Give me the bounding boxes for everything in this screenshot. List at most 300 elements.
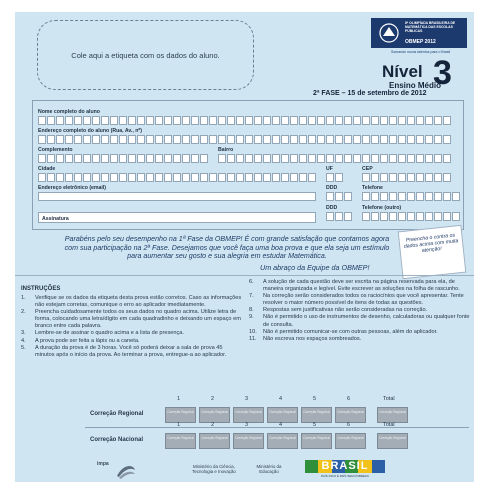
char-box[interactable]	[281, 135, 289, 144]
grade-box-label: Correção Regional	[269, 436, 296, 440]
char-box[interactable]	[281, 154, 289, 163]
char-box[interactable]	[200, 135, 208, 144]
char-box[interactable]	[371, 192, 379, 201]
char-box[interactable]	[254, 135, 262, 144]
char-box[interactable]	[434, 173, 442, 182]
char-box[interactable]	[245, 116, 253, 125]
char-box[interactable]	[335, 154, 343, 163]
char-box[interactable]	[434, 135, 442, 144]
instruction-text: Preencha cuidadosamente todos os seus dados no quadro acima. Utilize letra de forma, colocando uma letra/dígito em cada quadradinho e deixando um espaço em branco entre cada palavra.	[35, 309, 241, 330]
char-box[interactable]	[452, 212, 460, 221]
char-box[interactable]	[416, 135, 424, 144]
char-box[interactable]	[425, 116, 433, 125]
char-box[interactable]	[137, 135, 145, 144]
grade-column-header: 5	[313, 396, 317, 402]
char-box[interactable]	[344, 154, 352, 163]
char-box[interactable]	[371, 212, 379, 221]
char-box[interactable]	[326, 135, 334, 144]
char-box[interactable]	[398, 116, 406, 125]
char-box[interactable]	[191, 154, 199, 163]
char-box[interactable]	[452, 192, 460, 201]
uf-boxes[interactable]	[326, 173, 343, 182]
instruction-number: 9.	[249, 314, 254, 321]
grade-box	[301, 407, 332, 423]
grade-box	[301, 433, 332, 449]
char-box[interactable]	[326, 173, 334, 182]
char-box[interactable]	[263, 154, 271, 163]
char-box[interactable]	[407, 154, 415, 163]
grade-box	[377, 433, 408, 449]
instruction-number: 4.	[21, 337, 26, 344]
instruction-text: Não é permitido o uso de instrumentos de desenho, calculadoras ou qualquer fonte de consulta.	[263, 314, 470, 328]
logo-title: 8ª OLIMPÍADA BRASILEIRA DE MATEMÁTICA DAS ESCOLAS PÚBLICAS	[405, 21, 456, 33]
char-box[interactable]	[326, 116, 334, 125]
label-telefone-outro: Telefone (outro)	[362, 205, 402, 211]
char-box[interactable]	[146, 116, 154, 125]
char-box[interactable]	[326, 192, 334, 201]
grade-column-header: 3	[245, 422, 249, 428]
grade-box	[165, 433, 196, 449]
char-box[interactable]	[182, 173, 190, 182]
char-box[interactable]	[254, 116, 262, 125]
char-box[interactable]	[110, 154, 118, 163]
char-box[interactable]	[164, 135, 172, 144]
char-box[interactable]	[362, 116, 370, 125]
char-box[interactable]	[281, 173, 289, 182]
grade-box-label: Correção Regional	[337, 410, 364, 414]
char-box[interactable]	[263, 173, 271, 182]
instruction-item	[249, 336, 471, 343]
char-box[interactable]	[227, 116, 235, 125]
instruction-number: 6.	[249, 279, 254, 285]
char-box[interactable]	[380, 212, 388, 221]
sticker-instruction: Cole aqui a etiqueta com os dados do aluno.	[71, 50, 220, 60]
school-level: Ensino Médio	[389, 81, 441, 90]
char-box[interactable]	[335, 173, 343, 182]
char-box[interactable]	[191, 173, 199, 182]
char-box[interactable]	[380, 154, 388, 163]
char-box[interactable]	[389, 173, 397, 182]
char-box[interactable]	[398, 135, 406, 144]
char-box[interactable]	[74, 116, 82, 125]
char-box[interactable]	[110, 116, 118, 125]
char-box[interactable]	[38, 173, 46, 182]
grade-column-header: 2	[211, 396, 215, 402]
char-box[interactable]	[425, 135, 433, 144]
char-box[interactable]	[407, 192, 415, 201]
char-box[interactable]	[317, 116, 325, 125]
char-box[interactable]	[380, 116, 388, 125]
char-box[interactable]	[236, 154, 244, 163]
char-box[interactable]	[119, 135, 127, 144]
instruction-item	[21, 345, 243, 359]
char-box[interactable]	[425, 212, 433, 221]
char-box[interactable]	[173, 135, 181, 144]
char-box[interactable]	[65, 135, 73, 144]
instruction-item	[249, 279, 471, 293]
email-field[interactable]	[38, 192, 316, 201]
char-box[interactable]	[83, 173, 91, 182]
char-box[interactable]	[236, 135, 244, 144]
reminder-note-text: Preencha o contra os dados acima com muita atenção!	[403, 232, 459, 255]
logo-year: OBMEP 2012	[405, 39, 436, 45]
char-box[interactable]	[173, 173, 181, 182]
char-box[interactable]	[146, 154, 154, 163]
char-box[interactable]	[227, 154, 235, 163]
char-box[interactable]	[371, 154, 379, 163]
char-box[interactable]	[38, 116, 46, 125]
char-box[interactable]	[110, 135, 118, 144]
char-box[interactable]	[317, 135, 325, 144]
grade-box	[165, 407, 196, 423]
char-box[interactable]	[290, 173, 298, 182]
instruction-number: 7.	[249, 293, 254, 300]
char-box[interactable]	[353, 116, 361, 125]
char-box[interactable]	[56, 116, 64, 125]
instruction-item	[249, 293, 471, 307]
char-box[interactable]	[317, 154, 325, 163]
char-box[interactable]	[389, 192, 397, 201]
grade-box	[233, 407, 264, 423]
char-box[interactable]	[416, 173, 424, 182]
char-box[interactable]	[200, 116, 208, 125]
instruction-number: 5.	[21, 344, 26, 351]
brasil-logo	[305, 458, 385, 478]
grade-box-label: Correção Regional	[167, 436, 194, 440]
char-box[interactable]	[74, 154, 82, 163]
char-box[interactable]	[83, 135, 91, 144]
impa-label: impa	[97, 461, 109, 467]
ddd2-boxes[interactable]	[326, 212, 352, 221]
char-box[interactable]	[209, 116, 217, 125]
char-box[interactable]	[191, 116, 199, 125]
char-box[interactable]	[434, 192, 442, 201]
char-box[interactable]	[362, 135, 370, 144]
char-box[interactable]	[326, 212, 334, 221]
char-box[interactable]	[101, 135, 109, 144]
instruction-text: Lembre-se de assinar o quadro acima e a lista de presença.	[35, 330, 184, 337]
char-box[interactable]	[389, 135, 397, 144]
char-box[interactable]	[155, 173, 163, 182]
grade-box-label: Correção Regional	[379, 436, 406, 440]
char-box[interactable]	[128, 154, 136, 163]
char-box[interactable]	[272, 154, 280, 163]
char-box[interactable]	[83, 116, 91, 125]
grade-box-label: Correção Regional	[337, 436, 364, 440]
char-box[interactable]	[47, 135, 55, 144]
char-box[interactable]	[245, 135, 253, 144]
instruction-text: Não escreva nos espaços sombreados.	[263, 335, 362, 342]
char-box[interactable]	[299, 154, 307, 163]
char-box[interactable]	[425, 154, 433, 163]
instruction-number: 2.	[21, 309, 26, 316]
instruction-text: Respostas sem justificativas não serão consideradas na correção.	[263, 307, 428, 314]
char-box[interactable]	[209, 135, 217, 144]
char-box[interactable]	[128, 116, 136, 125]
char-box[interactable]	[299, 135, 307, 144]
char-box[interactable]	[92, 154, 100, 163]
grade-box-label: Correção Regional	[379, 410, 406, 414]
char-box[interactable]	[128, 135, 136, 144]
char-box[interactable]	[407, 116, 415, 125]
char-box[interactable]	[362, 212, 370, 221]
char-box[interactable]	[416, 192, 424, 201]
char-box[interactable]	[218, 116, 226, 125]
char-box[interactable]	[137, 116, 145, 125]
char-box[interactable]	[182, 154, 190, 163]
label-nome: Nome completo do aluno	[38, 109, 100, 115]
char-box[interactable]	[371, 135, 379, 144]
brasil-wordmark: BRASIL	[321, 460, 369, 472]
char-box[interactable]	[92, 116, 100, 125]
grade-box-label: Correção Regional	[235, 436, 262, 440]
char-box[interactable]	[398, 212, 406, 221]
char-box[interactable]	[389, 116, 397, 125]
grade-column-header: Total	[383, 422, 395, 428]
label-uf: UF	[326, 166, 333, 172]
char-box[interactable]	[155, 154, 163, 163]
char-box[interactable]	[344, 135, 352, 144]
char-box[interactable]	[263, 116, 271, 125]
char-box[interactable]	[389, 154, 397, 163]
char-box[interactable]	[200, 173, 208, 182]
char-box[interactable]	[218, 154, 226, 163]
char-box[interactable]	[101, 154, 109, 163]
grade-column-header: Total	[383, 396, 395, 402]
char-box[interactable]	[353, 135, 361, 144]
char-box[interactable]	[218, 135, 226, 144]
label-complemento: Complemento	[38, 147, 73, 153]
char-box[interactable]	[254, 154, 262, 163]
char-box[interactable]	[335, 135, 343, 144]
char-box[interactable]	[380, 173, 388, 182]
char-box[interactable]	[434, 154, 442, 163]
grade-box-label: Correção Regional	[303, 436, 330, 440]
team-signoff: Um abraço da Equipe da OBMEP!	[260, 263, 370, 272]
grade-column-header: 1	[177, 396, 181, 402]
char-box[interactable]	[299, 173, 307, 182]
char-box[interactable]	[407, 135, 415, 144]
grade-box	[233, 433, 264, 449]
char-box[interactable]	[290, 154, 298, 163]
char-box[interactable]	[299, 116, 307, 125]
char-box[interactable]	[218, 173, 226, 182]
char-box[interactable]	[371, 116, 379, 125]
char-box[interactable]	[173, 116, 181, 125]
char-box[interactable]	[308, 173, 316, 182]
cep-boxes[interactable]	[362, 173, 451, 182]
char-box[interactable]	[137, 154, 145, 163]
char-box[interactable]	[92, 135, 100, 144]
char-box[interactable]	[344, 192, 352, 201]
char-box[interactable]	[308, 116, 316, 125]
char-box[interactable]	[182, 116, 190, 125]
char-box[interactable]	[290, 116, 298, 125]
char-box[interactable]	[245, 154, 253, 163]
char-box[interactable]	[74, 135, 82, 144]
instruction-text: Na correção serão considerados todos os raciocínios que você apresentar. Tente resolver o maior número possível de itens de todas as questões.	[263, 293, 464, 307]
grade-box	[377, 407, 408, 423]
char-box[interactable]	[434, 212, 442, 221]
char-box[interactable]	[407, 173, 415, 182]
char-box[interactable]	[443, 192, 451, 201]
label-bairro: Bairro	[218, 147, 234, 153]
char-box[interactable]	[92, 173, 100, 182]
char-box[interactable]	[416, 116, 424, 125]
telefone-outro-boxes[interactable]	[362, 212, 460, 221]
char-box[interactable]	[182, 135, 190, 144]
char-box[interactable]	[362, 192, 370, 201]
instructions-right	[249, 279, 471, 343]
char-box[interactable]	[443, 135, 451, 144]
char-box[interactable]	[380, 192, 388, 201]
char-box[interactable]	[200, 154, 208, 163]
char-box[interactable]	[56, 135, 64, 144]
congratulations-message: Parabéns pelo seu desempenho na 1ª Fase da OBMEP! É com grande satisfação que contamos agora com sua participação na 2ª Fase. Desejamos que você faça uma boa prova e que ela seja um estímulo para aumentar seu gosto e sua alegria em estudar Matemática.	[64, 235, 390, 261]
char-box[interactable]	[173, 154, 181, 163]
cidade-boxes[interactable]	[38, 173, 316, 182]
char-box[interactable]	[443, 154, 451, 163]
obmep-logo	[371, 18, 467, 58]
char-box[interactable]	[353, 154, 361, 163]
ddd1-boxes[interactable]	[326, 192, 352, 201]
char-box[interactable]	[38, 135, 46, 144]
char-box[interactable]	[380, 135, 388, 144]
char-box[interactable]	[308, 154, 316, 163]
char-box[interactable]	[164, 116, 172, 125]
char-box[interactable]	[326, 154, 334, 163]
instructions-title: INSTRUÇÕES	[21, 286, 61, 292]
char-box[interactable]	[83, 154, 91, 163]
char-box[interactable]	[371, 173, 379, 182]
char-box[interactable]	[443, 116, 451, 125]
grade-box-label: Correção Regional	[167, 410, 194, 414]
telefone-boxes[interactable]	[362, 192, 460, 201]
char-box[interactable]	[146, 135, 154, 144]
footer-logos	[15, 458, 474, 482]
char-box[interactable]	[398, 173, 406, 182]
char-box[interactable]	[209, 173, 217, 182]
instructions-divider	[15, 275, 474, 276]
char-box[interactable]	[362, 154, 370, 163]
char-box[interactable]	[128, 173, 136, 182]
label-assinatura: Assinatura	[42, 216, 69, 222]
grade-box-label: Correção Regional	[303, 410, 330, 414]
instruction-item	[249, 329, 471, 336]
logo-tagline: Somando novos talentos para o Brasil	[391, 50, 451, 54]
char-box[interactable]	[344, 116, 352, 125]
char-box[interactable]	[407, 212, 415, 221]
char-box[interactable]	[245, 173, 253, 182]
char-box[interactable]	[164, 154, 172, 163]
char-box[interactable]	[47, 173, 55, 182]
char-box[interactable]	[65, 116, 73, 125]
grade-column-header: 2	[211, 422, 215, 428]
grade-column-header: 6	[347, 396, 351, 402]
char-box[interactable]	[137, 173, 145, 182]
char-box[interactable]	[272, 116, 280, 125]
grade-column-header: 1	[177, 422, 181, 428]
bairro-boxes[interactable]	[218, 154, 451, 163]
grade-box	[335, 433, 366, 449]
char-box[interactable]	[65, 154, 73, 163]
char-box[interactable]	[119, 173, 127, 182]
label-cep: CEP	[362, 166, 373, 172]
char-box[interactable]	[389, 212, 397, 221]
char-box[interactable]	[308, 135, 316, 144]
char-box[interactable]	[236, 116, 244, 125]
char-box[interactable]	[335, 212, 343, 221]
char-box[interactable]	[398, 154, 406, 163]
char-box[interactable]	[155, 116, 163, 125]
char-box[interactable]	[263, 135, 271, 144]
grade-column-header: 5	[313, 422, 317, 428]
char-box[interactable]	[236, 173, 244, 182]
char-box[interactable]	[443, 212, 451, 221]
char-box[interactable]	[362, 173, 370, 182]
char-box[interactable]	[281, 116, 289, 125]
answer-sheet	[15, 12, 474, 482]
char-box[interactable]	[425, 173, 433, 182]
char-box[interactable]	[155, 135, 163, 144]
instruction-item	[21, 295, 243, 309]
char-box[interactable]	[191, 135, 199, 144]
grade-box	[267, 433, 298, 449]
char-box[interactable]	[56, 173, 64, 182]
char-box[interactable]	[38, 154, 46, 163]
complemento-boxes[interactable]	[38, 154, 208, 163]
grade-box-label: Correção Regional	[201, 410, 228, 414]
char-box[interactable]	[272, 173, 280, 182]
char-box[interactable]	[335, 116, 343, 125]
char-box[interactable]	[47, 154, 55, 163]
char-box[interactable]	[443, 173, 451, 182]
char-box[interactable]	[65, 173, 73, 182]
char-box[interactable]	[146, 173, 154, 182]
signature-field[interactable]	[38, 212, 316, 223]
char-box[interactable]	[416, 212, 424, 221]
char-box[interactable]	[101, 173, 109, 182]
char-box[interactable]	[119, 154, 127, 163]
char-box[interactable]	[47, 116, 55, 125]
grade-box-label: Correção Regional	[201, 436, 228, 440]
char-box[interactable]	[227, 173, 235, 182]
char-box[interactable]	[434, 116, 442, 125]
char-box[interactable]	[290, 135, 298, 144]
char-box[interactable]	[74, 173, 82, 182]
instruction-text: Verifique se os dados da etiqueta desta prova estão corretos. Caso as informações não estejam corretas, comunique o erro ao aplicador imediatamente.	[35, 295, 242, 309]
instruction-text: Não é permitido comunicar-se com outras pessoas, além do aplicador.	[263, 328, 438, 335]
char-box[interactable]	[398, 192, 406, 201]
char-box[interactable]	[110, 173, 118, 182]
student-label-area	[37, 20, 254, 90]
char-box[interactable]	[425, 192, 433, 201]
char-box[interactable]	[335, 192, 343, 201]
char-box[interactable]	[416, 154, 424, 163]
char-box[interactable]	[344, 212, 352, 221]
char-box[interactable]	[227, 135, 235, 144]
char-box[interactable]	[119, 116, 127, 125]
nome-boxes[interactable]	[38, 116, 451, 125]
char-box[interactable]	[272, 135, 280, 144]
endereco-boxes[interactable]	[38, 135, 451, 144]
grades-divider	[85, 427, 469, 428]
instruction-item	[21, 338, 243, 345]
char-box[interactable]	[101, 116, 109, 125]
char-box[interactable]	[254, 173, 262, 182]
char-box[interactable]	[164, 173, 172, 182]
char-box[interactable]	[56, 154, 64, 163]
